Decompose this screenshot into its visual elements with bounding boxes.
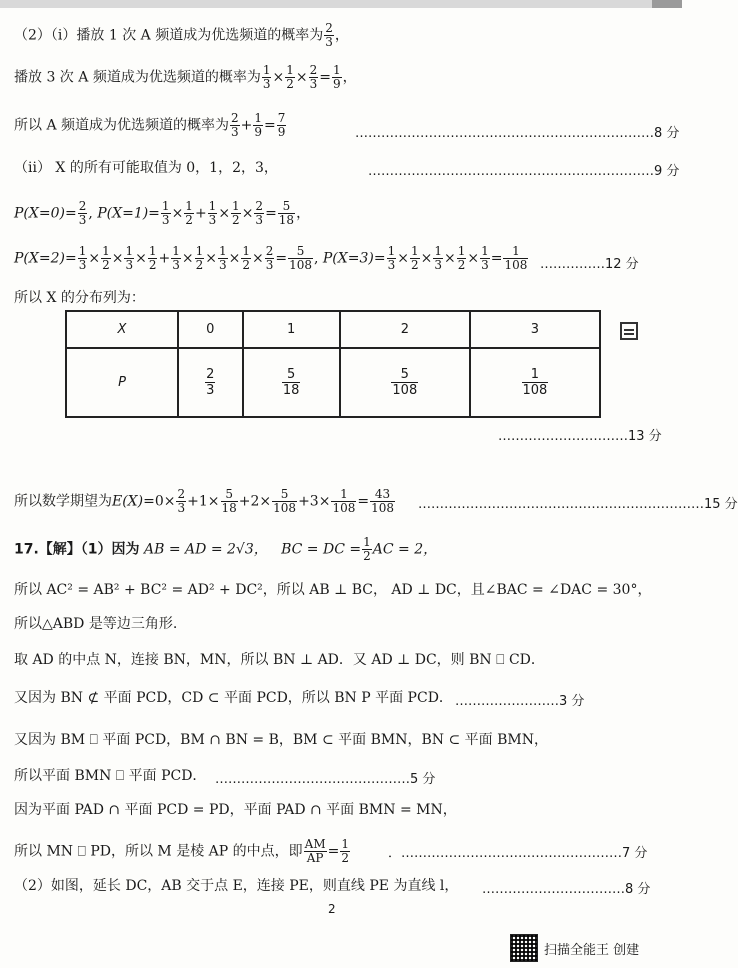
score-7: ．……………………………………………7 分 xyxy=(388,846,648,861)
text: （2）（i）播放 1 次 A 频道成为优选频道的概率为 xyxy=(14,27,324,44)
score-5: ………………………………………5 分 xyxy=(215,772,436,787)
table-row: X 0 1 2 3 xyxy=(66,311,600,348)
line-part2: （2）如图，延长 DC，AB 交于点 E，连接 PE，则直线 PE 为直线 l， xyxy=(14,878,459,894)
line-part-ii: （ii） X 的所有可能取值为 0，1，2，3， xyxy=(14,160,278,176)
line-q17-2: 所以 AC² = AB² + BC² = AD² + DC²，所以 AB ⊥ BC， AD ⊥ DC，且∠BAC = ∠DAC = 30°， xyxy=(14,582,652,598)
line-dist-intro: 所以 X 的分布列为： xyxy=(14,290,145,306)
score-12: ……………12 分 xyxy=(540,257,639,272)
score-13: …………………………13 分 xyxy=(498,429,662,444)
line-expectation: 所以数学期望为E(X)=0× $\frac{2}{3}$ +1× $\frac{5}{18}$ +2× $\frac{5}{108}$ +3× $\frac{1}{108}$ = $\frac{43}{108}$ xyxy=(14,487,394,515)
line-q17: 17.【解】（1）因为 AB = AD = 2√3， BC = DC = $\frac{1}{2}$ AC = 2， xyxy=(14,535,438,563)
watermark-text: 扫描全能王 创建 xyxy=(544,942,640,958)
line-q17-6: 又因为 BM ⎕ 平面 PCD，BM ∩ BN = B，BM ⊂ 平面 BMN，BN ⊂ 平面 BMN， xyxy=(14,732,548,748)
line-q17-9: 所以 MN ⎕ PD，所以 M 是棱 AP 的中点，即 $\frac{AM}{AP}$ = $\frac{1}{2}$ xyxy=(14,837,349,865)
score-8a: ……………………………………………………………8 分 xyxy=(355,126,680,141)
line-total: 所以 A 频道成为优选频道的概率为 $\frac{2}{3}$ + $\frac{1}{9}$ = $\frac{7}{9}$ xyxy=(14,111,286,139)
text: 播放 3 次 A 频道成为优选频道的概率为 xyxy=(14,69,261,86)
distribution-table xyxy=(65,310,601,418)
top-border xyxy=(0,0,682,8)
line-q17-7: 所以平面 BMN ⎕ 平面 PCD． xyxy=(14,768,207,784)
table-icon[interactable] xyxy=(620,322,638,340)
line-p2-p3: P(X=2)= $\frac{1}{3}$ × $\frac{1}{2}$ × $\frac{1}{3}$ × $\frac{1}{2}$ + $\frac{1}{3}$ × $\frac{1}{2}$ × $\frac{1}{3}$ × $\frac{1}{2}$ × $\frac{2}{3}$ = $\frac{5}{108}$ , P(X=3)= $\frac{1}{3}$ × $\frac{1}{2}$ × $\frac{1}{3}$ × $\frac{1}{2}$ × $\frac{1}{3}$ = $\frac{1}{108}$ xyxy=(14,244,528,272)
scanner-watermark xyxy=(510,934,639,962)
line-q17-4: 取 AD 的中点 N，连接 BN，MN，所以 BN ⊥ AD．又 AD ⊥ DC，则 BN ⎕ CD． xyxy=(14,652,545,668)
score-3: ……………………3 分 xyxy=(455,694,585,709)
score-9: …………………………………………………………9 分 xyxy=(368,164,680,179)
qr-code-icon xyxy=(510,934,538,962)
score-8b: ……………………………8 分 xyxy=(482,882,651,897)
line-q17-3: 所以△ABD 是等边三角形. xyxy=(14,616,178,632)
line-play3: 播放 3 次 A 频道成为优选频道的概率为 $\frac{1}{3}$ × $\frac{1}{2}$ × $\frac{2}{3}$ = $\frac{1}{9}$ ， xyxy=(14,63,357,91)
line-p0-p1: P(X=0)= $\frac{2}{3}$ , P(X=1)= $\frac{1}{3}$ × $\frac{1}{2}$ + $\frac{1}{3}$ × $\frac{1}{2}$ × $\frac{2}{3}$ = $\frac{5}{18}$ ， xyxy=(14,199,311,227)
page-number: 2 xyxy=(328,902,336,916)
line-q17-8: 因为平面 PAD ∩ 平面 PCD = PD，平面 PAD ∩ 平面 BMN = MN， xyxy=(14,802,457,818)
top-border-mark xyxy=(652,0,682,8)
fraction: $\frac{2}{3}$ xyxy=(325,21,333,49)
table-row: P $\frac{2}{3}$ $\frac{5}{18}$ $\frac{5}{108}$ $\frac{1}{108}$ xyxy=(66,348,600,417)
line-part2-i: （2）（i）播放 1 次 A 频道成为优选频道的概率为 $\frac{2}{3}$ ， xyxy=(14,21,349,49)
text: 所以 A 频道成为优选频道的概率为 xyxy=(14,117,230,134)
score-15: …………………………………………………………15 分 xyxy=(418,497,738,512)
line-q17-5: 又因为 BN ⊄ 平面 PCD，CD ⊂ 平面 PCD，所以 BN P 平面 PCD． xyxy=(14,690,453,706)
